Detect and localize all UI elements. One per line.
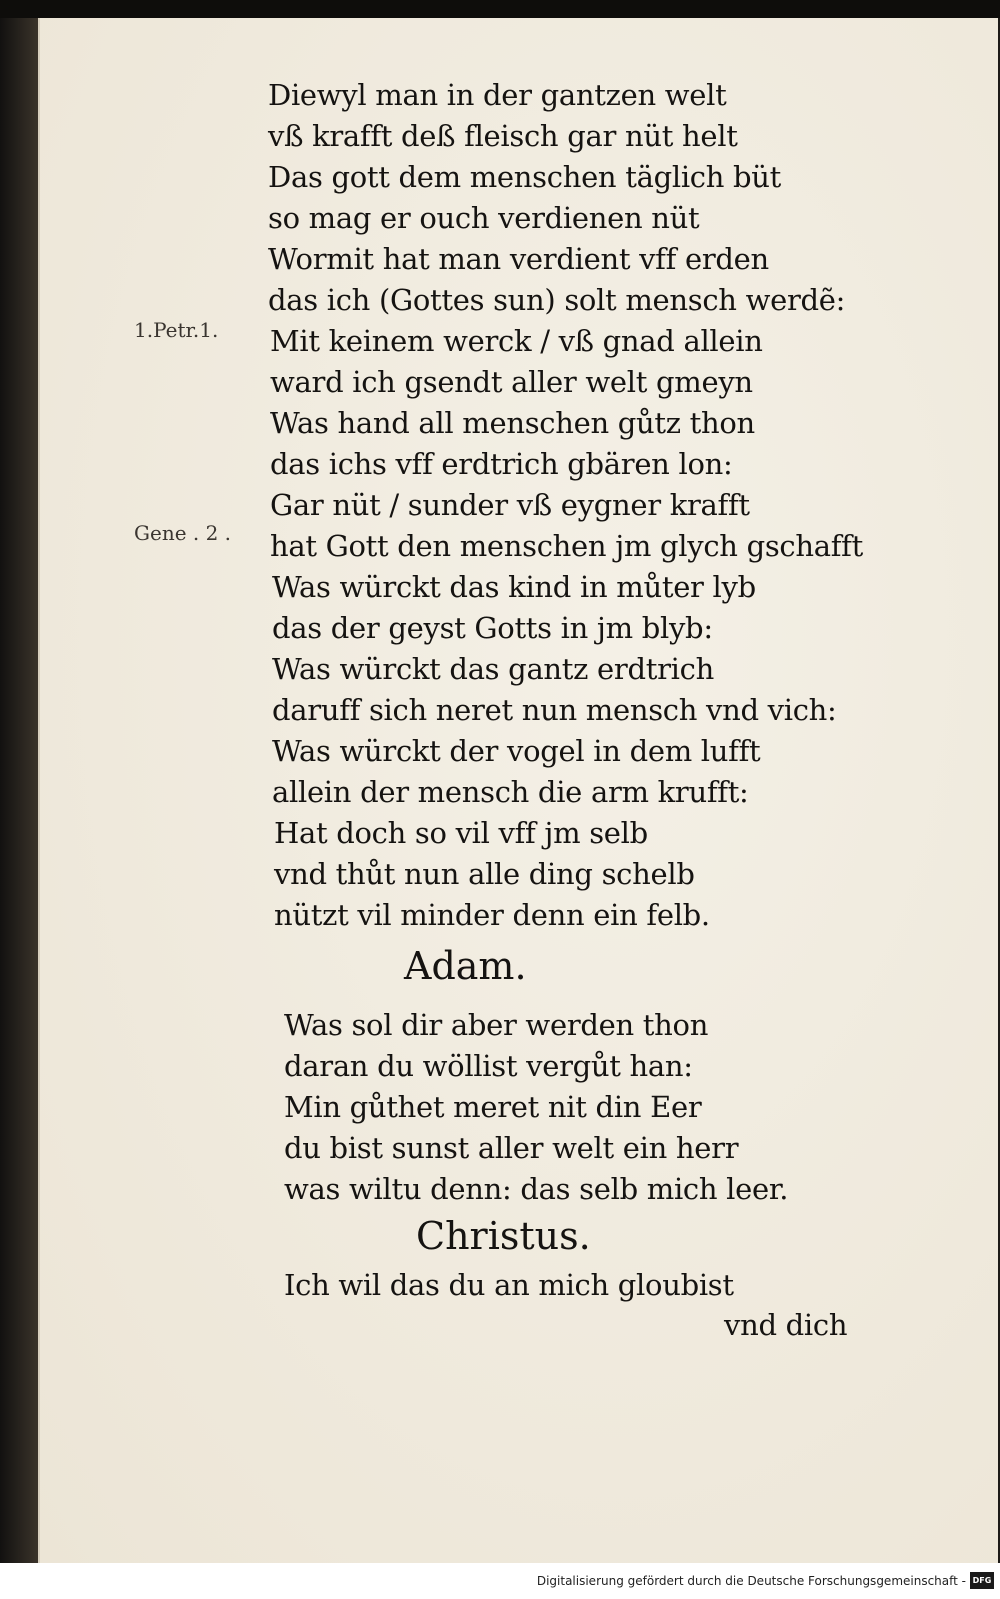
verse-line: das ichs vff erdtrich gbären lon: xyxy=(270,447,733,481)
catchword: vnd dich xyxy=(724,1308,848,1342)
verse-line: Was hand all menschen gůtz thon xyxy=(270,406,755,440)
verse-line: Was würckt das gantz erdtrich xyxy=(272,652,714,686)
verse-line: Was würckt das kind in můter lyb xyxy=(272,570,756,604)
verse-line: so mag er ouch verdienen nüt xyxy=(268,201,700,235)
verse-line: daruff sich neret nun mensch vnd vich: xyxy=(272,693,837,727)
verse-line: Ich wil das du an mich gloubist xyxy=(284,1268,734,1302)
verse-line: Was würckt der vogel in dem lufft xyxy=(272,734,761,768)
scan-top-edge xyxy=(0,0,1000,18)
verse-line: Gar nüt / sunder vß eygner krafft xyxy=(270,488,750,522)
verse-line: vß krafft deß fleisch gar nüt helt xyxy=(268,119,738,153)
verse-line: was wiltu denn: das selb mich leer. xyxy=(284,1172,789,1206)
verse-line: das ich (Gottes sun) solt mensch werdẽ: xyxy=(268,283,846,317)
verse-line: nützt vil minder denn ein felb. xyxy=(274,898,710,932)
verse-line: hat Gott den menschen jm glych gschafft xyxy=(270,529,863,563)
speaker-heading-adam: Adam. xyxy=(404,944,527,988)
dfg-logo: DFG xyxy=(970,1572,994,1589)
margin-note-petr: 1.Petr.1. xyxy=(134,318,219,342)
book-spine-shadow xyxy=(0,18,38,1563)
footer-credit: Digitalisierung gefördert durch die Deutsche Forschungsgemeinschaft - xyxy=(536,1574,966,1588)
verse-line: daran du wöllist vergůt han: xyxy=(284,1049,693,1083)
margin-note-gene: Gene . 2 . xyxy=(134,521,232,545)
speaker-heading-christus: Christus. xyxy=(416,1214,591,1258)
verse-line: das der geyst Gotts in jm blyb: xyxy=(272,611,713,645)
verse-line: Das gott dem menschen täglich büt xyxy=(268,160,782,194)
verse-line: Mit keinem werck / vß gnad allein xyxy=(270,324,763,358)
verse-line: Min gůthet meret nit din Eer xyxy=(284,1090,702,1124)
verse-line: ward ich gsendt aller welt gmeyn xyxy=(270,365,753,399)
verse-line: Was sol dir aber werden thon xyxy=(284,1008,709,1042)
verse-line: allein der mensch die arm krufft: xyxy=(272,775,749,809)
verse-line: du bist sunst aller welt ein herr xyxy=(284,1131,739,1165)
verse-line: Hat doch so vil vff jm selb xyxy=(274,816,648,850)
verse-line: Diewyl man in der gantzen welt xyxy=(268,78,727,112)
digitization-footer xyxy=(0,1563,1000,1599)
verse-line: Wormit hat man verdient vff erden xyxy=(268,242,769,276)
book-page xyxy=(38,18,998,1563)
verse-line: vnd thůt nun alle ding schelb xyxy=(274,857,695,891)
